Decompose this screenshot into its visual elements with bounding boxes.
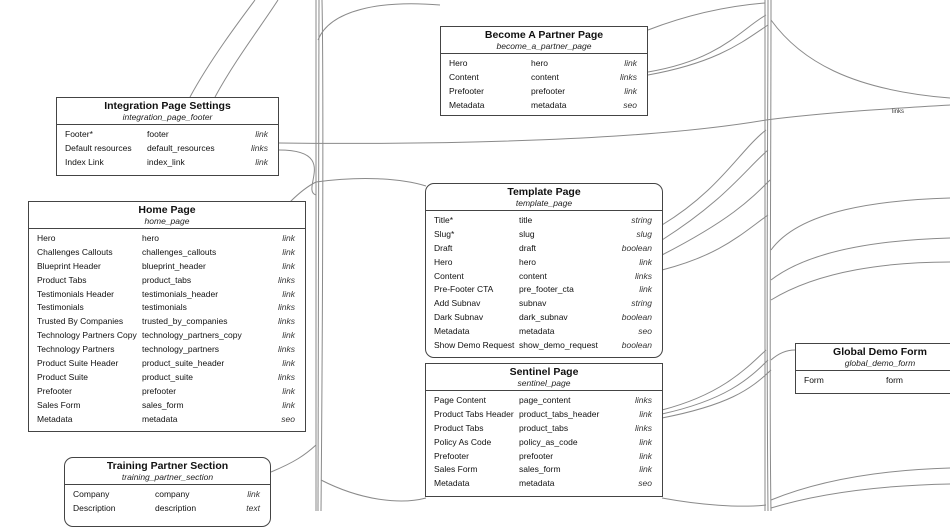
edge xyxy=(662,180,770,255)
field-type: link xyxy=(639,436,652,447)
field-type: boolean xyxy=(621,312,652,323)
field-type: seo xyxy=(638,326,652,337)
edge xyxy=(771,20,950,98)
field-row[interactable] xyxy=(29,385,305,399)
field-label: Description xyxy=(73,502,116,513)
edge xyxy=(771,198,950,250)
field-label: Prefooter xyxy=(434,450,469,461)
field-label: Metadata xyxy=(434,326,470,337)
model-global-demo-form[interactable] xyxy=(795,343,950,394)
field-api-id: draft xyxy=(519,242,537,253)
edge xyxy=(771,238,950,280)
field-row[interactable] xyxy=(426,408,662,422)
edge xyxy=(321,480,426,501)
field-api-id: policy_as_code xyxy=(519,436,578,447)
field-row[interactable] xyxy=(29,301,305,315)
model-title: Template Page xyxy=(507,186,581,198)
model-api-id: training_partner_section xyxy=(121,472,214,482)
field-type: links xyxy=(634,395,652,405)
field-type: links xyxy=(634,422,652,433)
field-api-id: title xyxy=(519,215,533,225)
field-api-id: content xyxy=(519,270,547,281)
field-api-id: pre_footer_cta xyxy=(519,284,574,295)
field-label: Hero xyxy=(37,233,56,243)
model-api-id: template_page xyxy=(515,198,573,208)
model-title: Sentinel Page xyxy=(509,366,579,378)
field-label: Prefooter xyxy=(449,85,484,96)
field-api-id: product_tabs xyxy=(519,422,569,433)
field-row[interactable] xyxy=(57,128,278,142)
field-api-id: testimonials_header xyxy=(142,288,219,299)
field-type: links xyxy=(277,344,295,355)
field-row[interactable] xyxy=(29,260,305,274)
field-label: Hero xyxy=(449,58,468,68)
field-label: Prefooter xyxy=(37,385,72,396)
field-type: link xyxy=(282,260,295,271)
field-row[interactable] xyxy=(441,99,647,113)
field-api-id: product_suite xyxy=(142,371,194,382)
field-label: Sales Form xyxy=(434,464,478,475)
field-row[interactable] xyxy=(29,357,305,371)
model-title: Training Partner Section xyxy=(106,460,229,472)
model-header xyxy=(65,458,270,485)
field-row[interactable] xyxy=(426,422,662,436)
model-become-a-partner-page[interactable] xyxy=(440,26,648,116)
field-api-id: metadata xyxy=(531,99,567,110)
field-api-id: hero xyxy=(142,233,160,243)
field-type: string xyxy=(631,298,652,309)
field-row[interactable] xyxy=(426,339,662,353)
field-row[interactable] xyxy=(441,57,647,71)
field-api-id: sales_form xyxy=(142,399,184,410)
field-row[interactable] xyxy=(426,463,662,477)
edge xyxy=(770,0,771,511)
field-row[interactable] xyxy=(29,246,305,260)
field-label: Testimonials Header xyxy=(37,288,115,299)
field-api-id: product_suite_header xyxy=(142,358,225,369)
field-label: Testimonials xyxy=(37,302,84,313)
field-api-id: sales_form xyxy=(519,464,561,475)
field-row[interactable] xyxy=(426,297,662,311)
field-label: Index Link xyxy=(65,156,104,167)
field-label: Product Tabs xyxy=(434,422,484,433)
field-api-id: metadata xyxy=(519,326,555,337)
edge xyxy=(321,0,323,511)
field-api-id: technology_partners xyxy=(142,344,220,355)
field-list xyxy=(29,229,305,426)
model-header xyxy=(426,364,662,391)
field-api-id: prefooter xyxy=(519,450,554,461)
field-type: link xyxy=(255,129,268,139)
edge-label-links: links xyxy=(892,109,905,115)
field-type: links xyxy=(277,274,295,285)
edge xyxy=(771,350,795,360)
field-row[interactable] xyxy=(426,477,662,491)
field-label: Trusted By Companies xyxy=(37,316,124,327)
edge xyxy=(648,25,768,75)
field-type: link xyxy=(639,256,652,267)
field-row[interactable] xyxy=(441,71,647,85)
field-row[interactable] xyxy=(426,311,662,325)
edge xyxy=(215,0,278,97)
edge xyxy=(662,370,771,418)
field-type: link xyxy=(639,464,652,475)
field-row[interactable] xyxy=(426,214,662,228)
field-label: Pre-Footer CTA xyxy=(434,284,494,295)
field-label: Product Tabs xyxy=(37,274,87,285)
field-label: Content xyxy=(449,71,479,82)
field-label: Default resources xyxy=(65,142,132,153)
field-type: string xyxy=(631,215,652,225)
field-type: link xyxy=(282,288,295,299)
field-row[interactable] xyxy=(29,232,305,246)
field-type: boolean xyxy=(621,340,652,351)
model-api-id: integration_page_footer xyxy=(122,112,213,122)
field-api-id: description xyxy=(155,502,197,513)
model-template-page[interactable] xyxy=(425,183,663,358)
model-training-partner-section[interactable] xyxy=(64,457,271,527)
field-label: Dark Subnav xyxy=(434,312,484,323)
field-label: Policy As Code xyxy=(434,436,492,447)
field-row[interactable] xyxy=(65,488,270,502)
field-type: link xyxy=(282,385,295,396)
model-header xyxy=(796,344,950,371)
field-type: links xyxy=(277,316,295,327)
edge xyxy=(662,350,766,410)
field-row[interactable] xyxy=(29,371,305,385)
field-row[interactable] xyxy=(796,374,950,388)
field-list xyxy=(441,54,647,113)
field-api-id: blueprint_header xyxy=(142,260,206,271)
field-row[interactable] xyxy=(426,283,662,297)
edge xyxy=(279,150,316,195)
field-row[interactable] xyxy=(29,329,305,343)
edge xyxy=(662,498,766,506)
field-api-id: challenges_callouts xyxy=(142,246,217,257)
field-list xyxy=(426,391,662,491)
field-label: Title* xyxy=(434,215,454,225)
field-type: link xyxy=(639,450,652,461)
field-row[interactable] xyxy=(29,315,305,329)
field-row[interactable] xyxy=(57,156,278,170)
model-header xyxy=(57,98,278,125)
field-type: link xyxy=(624,58,637,68)
field-type: links xyxy=(277,371,295,382)
field-row[interactable] xyxy=(426,242,662,256)
field-api-id: hero xyxy=(531,58,549,68)
field-api-id: show_demo_request xyxy=(519,340,598,351)
field-type: link xyxy=(247,489,260,499)
model-title: Home Page xyxy=(138,204,196,216)
field-api-id: default_resources xyxy=(147,142,215,153)
model-title: Become A Partner Page xyxy=(484,29,604,41)
edge xyxy=(290,179,426,202)
field-label: Challenges Callouts xyxy=(37,246,113,257)
edge xyxy=(662,215,768,270)
field-api-id: testimonials xyxy=(142,302,187,313)
field-type: link xyxy=(282,330,295,341)
field-row[interactable] xyxy=(65,502,270,516)
model-api-id: global_demo_form xyxy=(844,358,916,368)
field-label: Product Tabs Header xyxy=(434,408,514,419)
field-label: Draft xyxy=(434,242,453,253)
field-api-id: technology_partners_copy xyxy=(142,330,242,341)
field-label: Technology Partners Copy xyxy=(37,330,137,341)
field-row[interactable] xyxy=(426,270,662,284)
edge xyxy=(318,0,319,511)
field-api-id: footer xyxy=(147,129,169,139)
edge xyxy=(271,445,316,472)
edge xyxy=(767,0,768,511)
field-type: link xyxy=(282,233,295,243)
edge xyxy=(318,4,440,40)
field-list xyxy=(65,485,270,516)
field-label: Sales Form xyxy=(37,399,81,410)
field-api-id: product_tabs_header xyxy=(519,408,600,419)
field-type: link xyxy=(624,85,637,96)
model-integration-page-settings[interactable] xyxy=(56,97,279,176)
field-label: Blueprint Header xyxy=(37,260,101,271)
field-row[interactable] xyxy=(441,85,647,99)
model-title: Integration Page Settings xyxy=(104,100,231,112)
field-type: link xyxy=(282,358,295,369)
field-label: Page Content xyxy=(434,395,486,405)
field-type: links xyxy=(277,302,295,313)
field-api-id: index_link xyxy=(147,156,185,167)
field-api-id: metadata xyxy=(519,478,555,489)
field-api-id: subnav xyxy=(519,298,547,309)
model-title: Global Demo Form xyxy=(833,346,927,358)
field-type: seo xyxy=(638,478,652,489)
field-row[interactable] xyxy=(426,325,662,339)
edge xyxy=(771,262,950,300)
field-api-id: metadata xyxy=(142,413,178,424)
field-row[interactable] xyxy=(426,228,662,242)
model-api-id: home_page xyxy=(144,216,190,226)
field-label: Metadata xyxy=(449,99,485,110)
field-type: text xyxy=(246,502,260,513)
field-api-id: company xyxy=(155,489,190,499)
field-label: Show Demo Request xyxy=(434,340,515,351)
field-type: links xyxy=(634,270,652,281)
field-api-id: content xyxy=(531,71,559,82)
field-row[interactable] xyxy=(426,256,662,270)
field-type: link xyxy=(282,246,295,257)
field-api-id: prefooter xyxy=(142,385,177,396)
field-api-id: prefooter xyxy=(531,85,566,96)
field-type: seo xyxy=(281,413,295,424)
field-type: link xyxy=(282,399,295,410)
field-type: seo xyxy=(623,99,637,110)
model-home-page[interactable] xyxy=(28,201,306,432)
field-label: Product Suite Header xyxy=(37,358,119,369)
field-label: Footer* xyxy=(65,129,93,139)
field-type: link xyxy=(639,284,652,295)
field-api-id: trusted_by_companies xyxy=(142,316,228,327)
field-list xyxy=(796,371,950,388)
field-row[interactable] xyxy=(29,288,305,302)
model-header xyxy=(426,184,662,211)
field-type: links xyxy=(250,142,268,153)
field-label: Metadata xyxy=(37,413,73,424)
model-api-id: become_a_partner_page xyxy=(496,41,592,51)
field-row[interactable] xyxy=(29,413,305,427)
field-type: links xyxy=(619,71,637,82)
field-type: boolean xyxy=(621,242,652,253)
field-api-id: page_content xyxy=(519,395,571,405)
field-api-id: hero xyxy=(519,256,537,267)
model-header xyxy=(29,202,305,229)
field-api-id: product_tabs xyxy=(142,274,192,285)
edge xyxy=(662,130,766,225)
model-sentinel-page[interactable] xyxy=(425,363,663,497)
field-api-id: dark_subnav xyxy=(519,312,568,323)
field-label: Form xyxy=(804,375,824,385)
field-label: Technology Partners xyxy=(37,344,115,355)
edge xyxy=(648,3,765,30)
field-type: slug xyxy=(636,228,652,239)
field-row[interactable] xyxy=(29,274,305,288)
field-label: Hero xyxy=(434,256,453,267)
field-api-id: form xyxy=(886,375,903,385)
model-api-id: sentinel_page xyxy=(517,378,571,388)
field-list xyxy=(426,211,662,353)
field-row[interactable] xyxy=(426,436,662,450)
field-type: link xyxy=(639,408,652,419)
field-label: Content xyxy=(434,270,464,281)
field-api-id: slug xyxy=(519,228,535,239)
field-label: Slug* xyxy=(434,228,455,239)
edge xyxy=(771,468,950,500)
model-header xyxy=(441,27,647,54)
field-row[interactable] xyxy=(426,450,662,464)
field-row[interactable] xyxy=(29,399,305,413)
field-type: link xyxy=(255,156,268,167)
field-label: Company xyxy=(73,489,110,499)
field-row[interactable] xyxy=(426,394,662,408)
field-row[interactable] xyxy=(57,142,278,156)
field-label: Product Suite xyxy=(37,371,89,382)
edge xyxy=(771,484,950,508)
field-label: Add Subnav xyxy=(434,298,481,309)
field-row[interactable] xyxy=(29,343,305,357)
field-list xyxy=(57,125,278,170)
field-label: Metadata xyxy=(434,478,470,489)
